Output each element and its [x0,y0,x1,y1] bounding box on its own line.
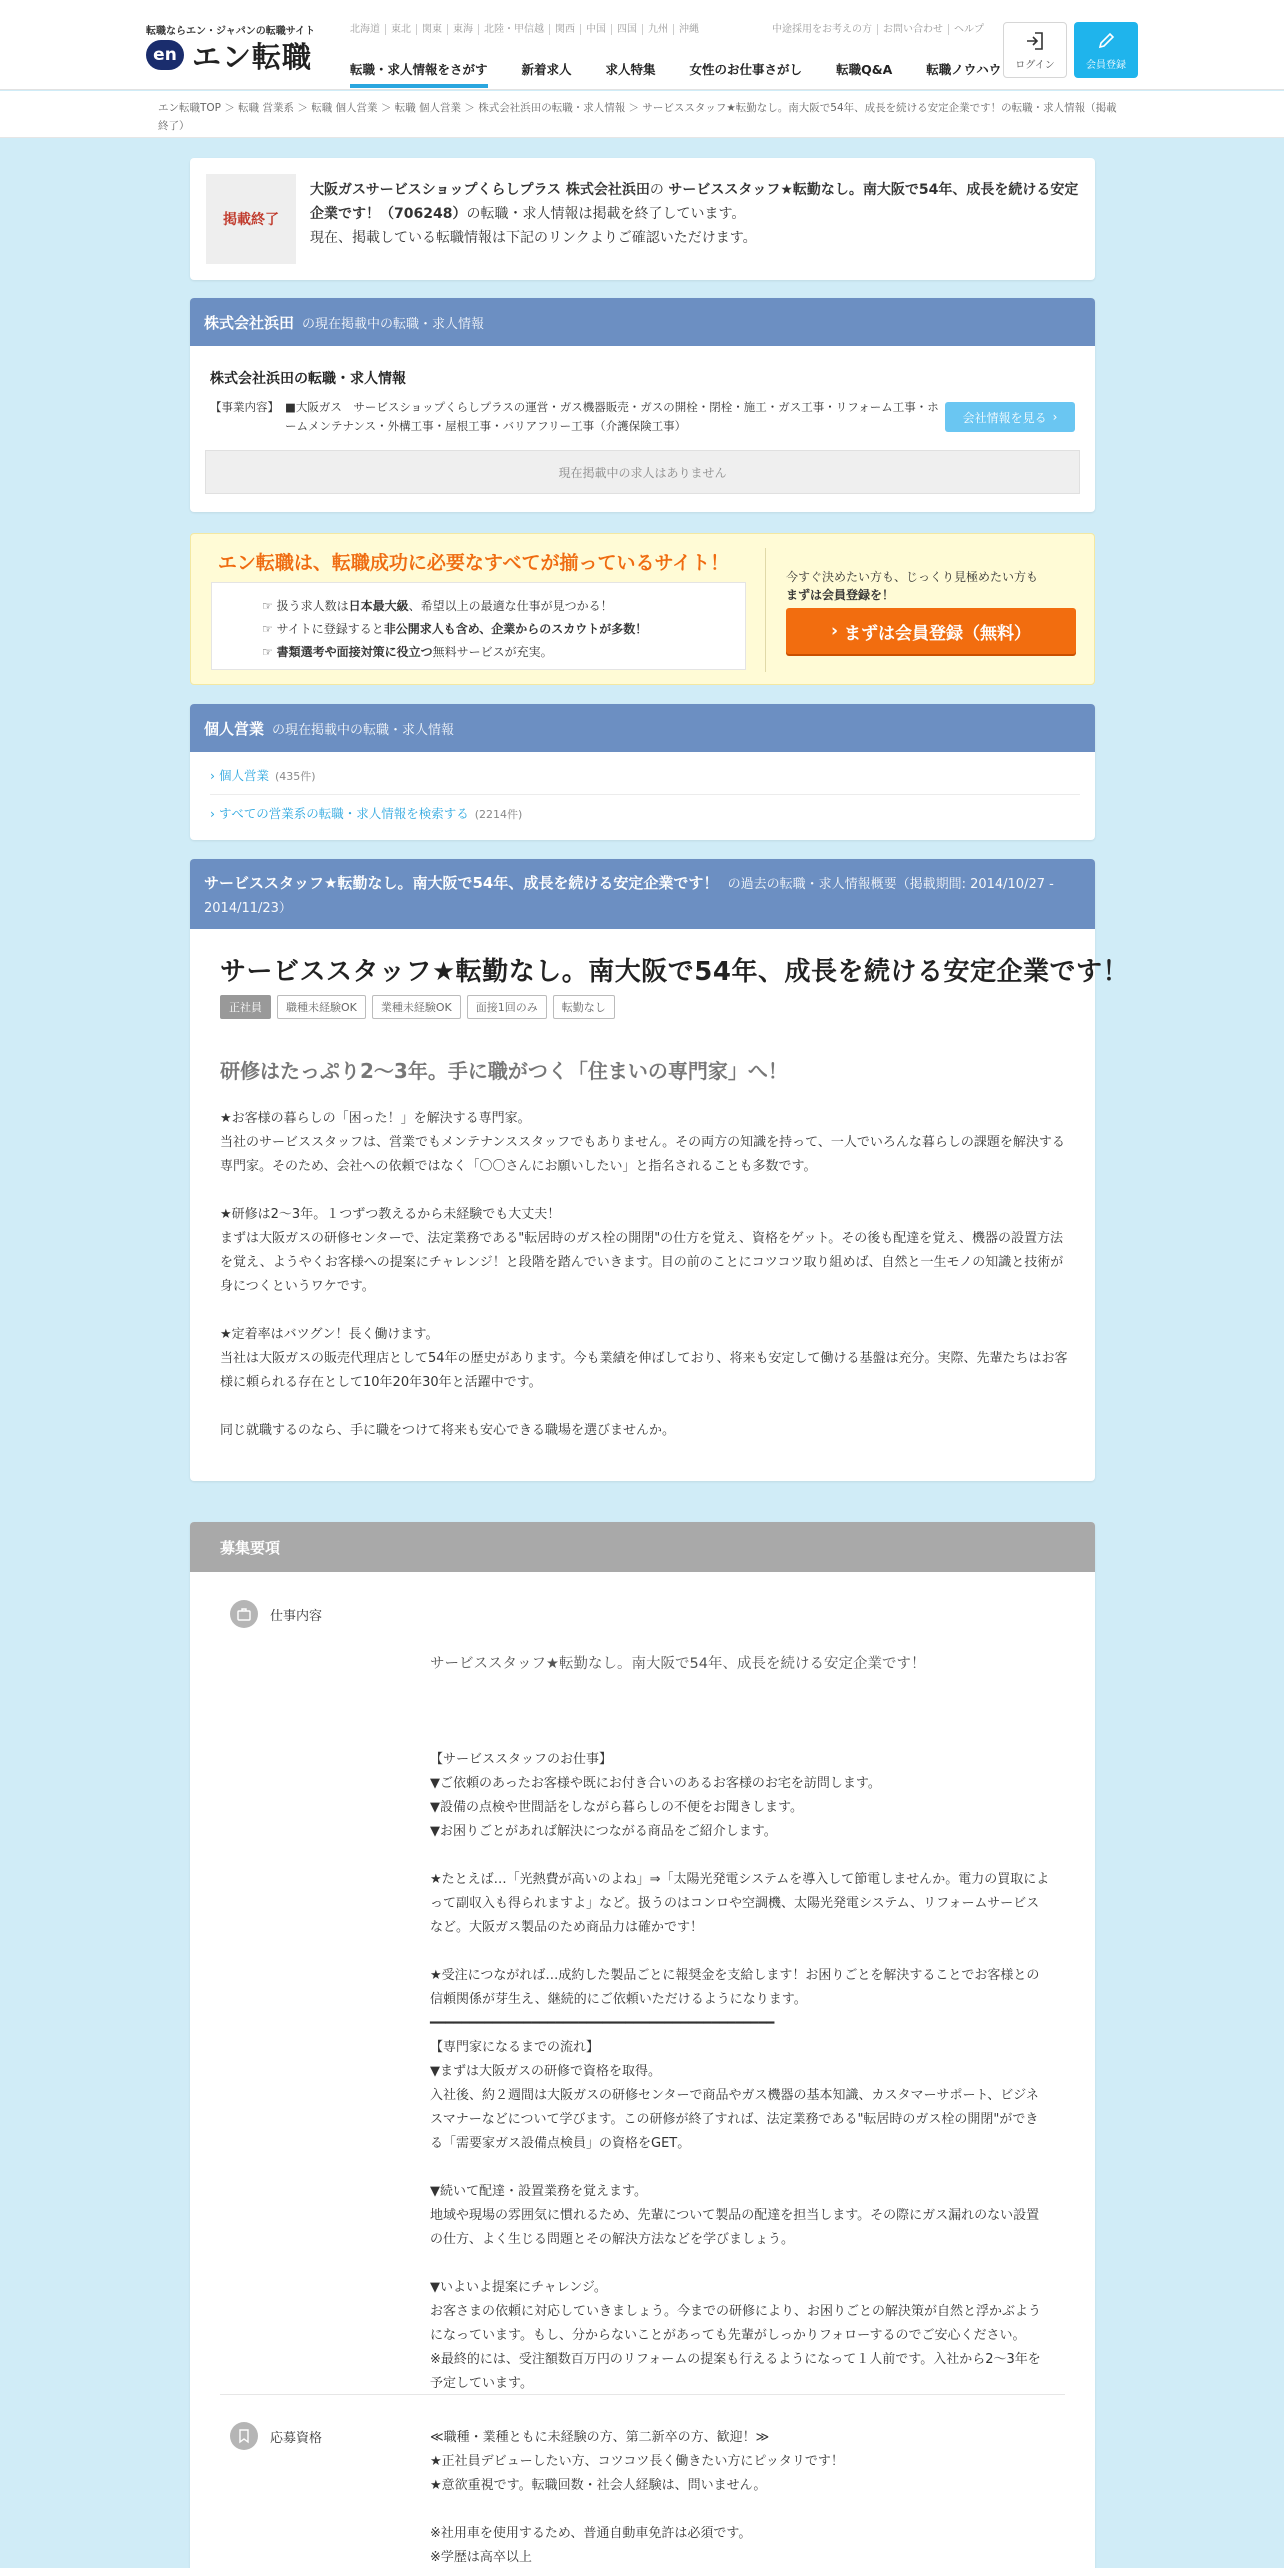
requirements-card [190,1522,1095,2568]
job-tags [220,995,621,1019]
tag-item: 面接1回のみ [467,995,547,1019]
business-label: 【事業内容】 [210,400,279,414]
site-tagline: 転職ならエン・ジャパンの転職サイト [146,26,316,37]
promo-benefit [262,618,745,641]
promo-benefits [211,582,746,670]
region-link[interactable]: 北陸・甲信越 [479,24,550,35]
region-link[interactable]: 関西 [550,24,581,35]
notice-ended-msg: の転職・求人情報は掲載を終了しています。 [466,206,746,222]
promo-divider [765,548,766,672]
nav-qa[interactable]: 転職Q&A [836,62,893,77]
benefit-text: 扱う求人数は [276,599,349,613]
signup-promo [190,533,1095,685]
all-sales-count: (2214件) [474,808,523,821]
requirement-label [230,2422,322,2450]
company-info-label: 会社情報を見る [962,410,1047,425]
category-box-header [190,704,1095,752]
login-button[interactable] [1003,22,1067,78]
all-sales-link[interactable]: すべての営業系の転職・求人情報を検索する [218,806,469,821]
region-link[interactable]: 中国 [581,24,612,35]
qualifications-value: ≪職種・業種ともに未経験の方、第二新卒の方、歓迎！≫ ★正社員デビューしたい方、コツコツ長く働きたい方にピッタリです！ ★意欲重視です。転職回数・社会人経験は、問いません。 ※社用車を使用するため、普通自動車免許は必須です。 ※学歴は高卒以上 [430,2430,844,2565]
job-header-sub: の過去の転職・求人情報概要（掲載期間: 2014/10/27 - 2014/11/23） [204,877,1054,916]
login-label: ログイン [1015,59,1055,71]
contact-link[interactable]: お問い合わせ [878,24,949,35]
nav-women-jobs[interactable]: 女性のお仕事さがし [689,62,803,77]
notice-line2: 現在、掲載している転職情報は下記のリンクよりご確認いただけます。 [310,230,757,246]
qualifications-label: 応募資格 [270,2430,323,2446]
help-link[interactable]: ヘルプ [954,24,984,35]
promo-benefit [262,641,745,664]
category-name-heading: 個人営業 [204,719,265,738]
chevron-right-icon: › [1052,410,1058,424]
region-link[interactable]: 沖縄 [679,24,699,35]
chevron-right-icon: › [210,806,219,821]
promo-cta-line1: 今すぐ決めたい方も、じっくり見極めたい方も [786,570,1039,584]
chevron-right-icon: › [210,768,219,783]
nav-new-jobs[interactable]: 新着求人 [521,62,572,77]
no-posts-message: 現在掲載中の求人はありません [205,450,1080,494]
category-count: (435件) [275,770,316,783]
company-header-sub: の現在掲載中の転職・求人情報 [302,316,485,332]
benefit-bold: 日本最大級 [348,599,409,613]
tag-item: 業種未経験OK [372,995,461,1019]
company-jobs-title: 株式会社浜田の転職・求人情報 [210,371,406,387]
hand-pointer-icon: ☞ [262,645,277,659]
company-jobs-card [190,298,1095,512]
duties-value [430,1604,1050,2444]
breadcrumb[interactable]: エン転職TOP ＞ 転職 営業系 ＞ 転職 個人営業 ＞ 転職 個人営業 ＞ 株式会社浜田の転職・求人情報 ＞ サービススタッフ★転勤なし。南大阪で54年、成長を続ける安定企業です！の転職・求人情報（掲載終了） [158,102,1117,132]
ended-notice-text [310,178,1080,250]
region-link[interactable]: 東北 [386,24,417,35]
company-name-heading[interactable]: 株式会社浜田 [204,313,295,332]
job-description: ★お客様の暮らしの「困った！」を解決する専門家。 当社のサービススタッフは、営業でもメンテナンススタッフでもありません。その両方の知識を持って、一人でいろんな暮らしの課題を解決する専門家。そのため、会社への依頼ではなく「〇〇さんにお願いしたい」と指名されることも多数です。 ★研修は2～3年。１つずつ教えるから未経験でも大丈夫！ まずは大阪ガスの研修センターで、法定業務である"転居時のガス栓の開閉"の仕方を覚え、資格をゲット。その後も配達を覚え、機器の設置方法を覚え、ようやくお客様への提案にチャレンジ！と段階を踏んでいきます。目の前のことにコツコツ取り組めば、自然と一生モノの知識と技術が身につくというワケです。 ★定着率はバツグン！長く働けます。 当社は大阪ガスの販売代理店として54年の歴史があります。今も業績を伸ばしており、将来も安定して働ける基盤は充分。実際、先輩たちはお客様に頼られる存在として10年20年30年と活躍中です。 同じ就職するのなら、手に職をつけて将来も安心できる職場を選びませんか。 [220,1111,1068,1438]
promo-benefit [262,595,745,618]
register-label: 会員登録 [1086,59,1126,71]
region-link[interactable]: 四国 [612,24,643,35]
benefit-bold: 書類選考や面接対策に役立つ [276,645,433,659]
category-link-row [210,804,1080,832]
member-signup-label: まずは会員登録（無料） [844,623,1031,644]
utility-links [767,24,989,35]
company-box-header [190,298,1095,346]
employer-link[interactable]: 中途採用をお考えの方 [767,24,878,35]
ended-notice-card [190,158,1095,280]
ended-job-title: サービススタッフ★転勤なし。南大阪で54年、成長を続ける安定企業です！（706248） [310,182,1079,222]
job-header-title: サービススタッフ★転勤なし。南大阪で54年、成長を続ける安定企業です！ [204,874,719,892]
job-summary-header [190,859,1095,929]
tag-item: 職種未経験OK [277,995,366,1019]
benefit-text: サイトに登録すると [276,622,384,636]
nav-search-jobs[interactable]: 転職・求人情報をさがす [350,60,488,88]
promo-title: エン転職は、転職成功に必要なすべてが揃っているサイト！ [217,552,730,574]
logo-text: エン転職 [192,39,313,74]
category-header-sub: の現在掲載中の転職・求人情報 [272,722,455,738]
company-business [210,398,940,436]
hand-pointer-icon: ☞ [262,622,277,636]
duties-lead: サービススタッフ★転勤なし。南大阪で54年、成長を続ける安定企業です！ [430,1656,926,1672]
member-signup-button[interactable] [786,608,1076,654]
tag-employment: 正社員 [220,995,271,1019]
hand-pointer-icon: ☞ [262,599,277,613]
site-logo[interactable] [146,38,312,72]
requirement-label [230,1600,322,1628]
category-jobs-card [190,704,1095,840]
chevron-right-icon: › [830,621,838,641]
nav-features[interactable]: 求人特集 [605,62,656,77]
promo-cta-line2: まずは会員登録を！ [786,588,895,602]
company-info-button[interactable] [945,402,1075,432]
region-link[interactable]: 関東 [417,24,448,35]
region-link[interactable]: 東海 [448,24,479,35]
benefit-text: 無料サービスが充実。 [432,645,553,659]
briefcase-icon [230,1600,258,1628]
job-title: サービススタッフ★転勤なし。南大阪で54年、成長を続ける安定企業です！ [220,957,1129,987]
region-link[interactable]: 北海道 [350,24,386,35]
category-link[interactable]: 個人営業 [218,768,269,783]
job-catchphrase: 研修はたっぷり2～3年。手に職がつく「住まいの専門家」へ！ [220,1059,788,1083]
benefit-bold: 非公開求人も含め、企業からのスカウトが多数！ [383,622,648,636]
breadcrumb-bar [0,91,1284,138]
requirements-header: 募集要項 [190,1522,1095,1572]
register-button[interactable] [1074,22,1138,78]
row-divider [220,2394,1065,2395]
login-icon [1024,30,1046,52]
pencil-icon [1095,30,1117,52]
region-links [350,24,704,35]
category-link-row [210,766,1080,795]
job-summary-card [190,859,1129,1481]
bookmark-icon [230,2422,258,2450]
nav-knowhow[interactable]: 転職ノウハウ [926,62,1002,77]
ended-badge: 掲載終了 [206,174,296,264]
tag-item: 転勤なし [553,995,615,1019]
duties-label: 仕事内容 [270,1608,323,1624]
en-logo-mark: en [146,40,184,70]
notice-particle: の [649,182,664,198]
company-full-name: 大阪ガスサービスショップくらしプラス 株式会社浜田 [310,182,650,198]
region-link[interactable]: 九州 [643,24,674,35]
duties-text: 【サービススタッフのお仕事】 ▼ご依頼のあったお客様や既にお付き合いのあるお客様のお宅を訪問します。 ▼設備の点検や世間話をしながら暮らしの不便をお聞きします。 ▼お困りごとがあれば解決につながる商品をご紹介します。 ★たとえば…「光熱費が高いのよね」⇒「太陽光発電システムを導入して節電しませんか。電力の買取によって副収入も得られますよ」など。扱うのはコンロや空調機、太陽光発電システム、リフォームサービスなど。大阪ガス製品のため商品力は確かです！ ★受注につながれば…成約した製品ごとに報奨金を支給します！お困りごとを解決することでお客様との信頼関係が芽生え、継続的にご依頼いただけるようになります。 ━━━━━━━━━━━━━━━━━━━━━━━━━━━━━━━━━━━━━━━━━━━━ 【専門家になるまでの流れ】 ▼まずは大阪ガスの研修で資格を取得。 入社後、約２週間は大阪ガスの研修センターで商品やガス機器の基本知識、カスタマーサポート、ビジネスマナーなどについて学びます。この研修が終了すれば、法定業務である"転居時のガス栓の開閉"ができる「需要家ガス設備点検員」の資格をGET。 ▼続いて配達・設置業務を覚えます。 地域や現場の雰囲気に慣れるため、先輩について製品の配達を担当します。その際にガス漏れのない設置の仕方、よく生じる問題とその解決方法などを学びましょう。 ▼いよいよ提案にチャレンジ。 お客さまの依頼に対応していきましょう。今までの研修により、お困りごとの解決策が自然と浮かぶようになっています。もし、分からないことがあっても先輩がしっかりフォローするのでご安心ください。 ※最終的には、受注額数百万円のリフォームの提案も行えるようになって１人前です。入社から2～3年を予定しています。 [430,1752,1050,2391]
business-text: ■大阪ガス サービスショップくらしプラスの運営・ガス機器販売・ガスの開栓・閉栓・施工・ガス工事・リフォーム工事・ホームメンテナンス・外構工事・屋根工事・バリアフリー工事（介護保険工事） [285,400,939,433]
promo-cta-text [786,568,1086,604]
main-nav [350,60,1035,88]
site-header [0,0,1284,90]
benefit-text: 、希望以上の最適な仕事が見つかる！ [408,599,613,613]
